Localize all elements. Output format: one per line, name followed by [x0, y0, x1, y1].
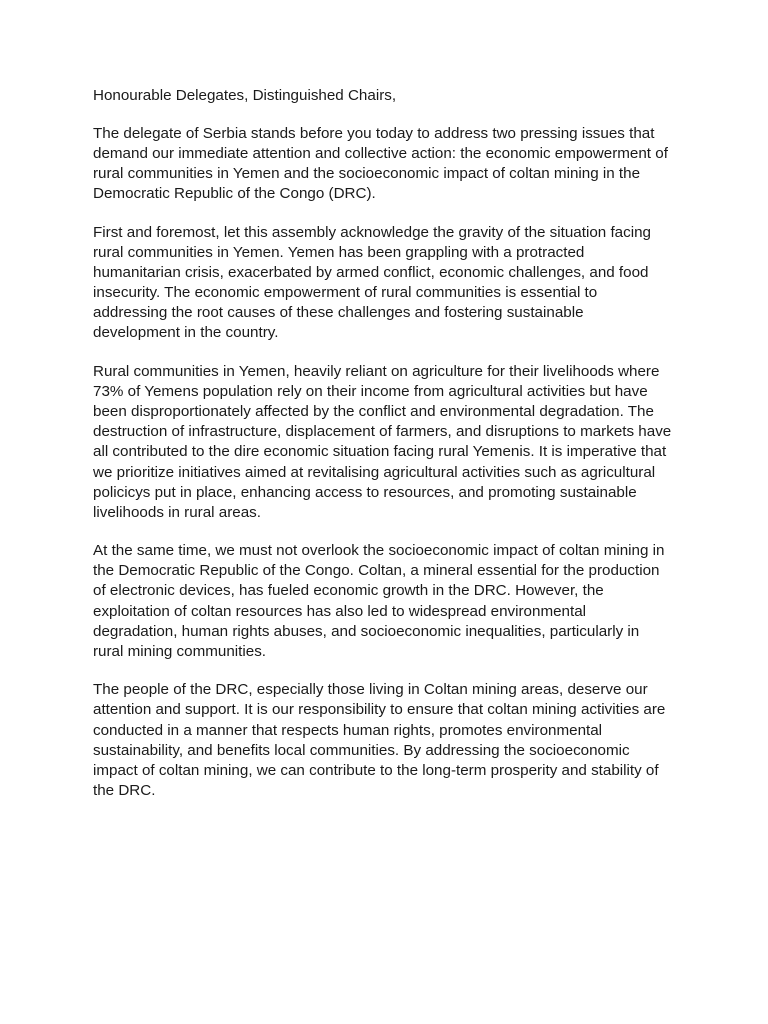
- paragraph-yemen-agriculture: Rural communities in Yemen, heavily reliant on agriculture for their livelihoods where 73% of Yemens population rely on their income from agricultural activities but have been disproportionately affected by the conflict and environmental degradation. The destruction of infrastructure, displacement of farmers, and disruptions to markets have all contributed to the dire economic situation facing rural Yemenis. It is imperative that we prioritize initiatives aimed at revitalising agricultural activities such as agricultural policicys put in place, enhancing access to resources, and promoting sustainable livelihoods in rural areas.: [93, 363, 672, 521]
- paragraph-drc-support: The people of the DRC, especially those living in Coltan mining areas, deserve our attention and support. It is our responsibility to ensure that coltan mining activities are conducted in a manner that respects human rights, promotes environmental sustainability, and benefits local communities. By addressing the socioeconomic impact of coltan mining, we can contribute to the long-term prosperity and stability of the DRC.: [93, 681, 666, 799]
- paragraph-drc-coltan: At the same time, we must not overlook the socioeconomic impact of coltan mining in the Democratic Republic of the Congo. Coltan, a mineral essential for the production of electronic devices, has fueled economic growth in the DRC. However, the exploitation of coltan resources has also led to widespread environmental degradation, human rights abuses, and socioeconomic inequalities, particularly in rural mining communities.: [93, 542, 665, 660]
- document-body: [93, 86, 673, 819]
- paragraph-yemen-situation: First and foremost, let this assembly acknowledge the gravity of the situation facing rural communities in Yemen. Yemen has been grappling with a protracted humanitarian crisis, exacerbated by armed conflict, economic challenges, and food insecurity. The economic empowerment of rural communities is essential to addressing the root causes of these challenges and fostering sustainable development in the country.: [93, 223, 651, 342]
- salutation: Honourable Delegates, Distinguished Chairs,: [93, 87, 397, 104]
- paragraph-intro: The delegate of Serbia stands before you today to address two pressing issues that demand our immediate attention and collective action: the economic empowerment of rural communities in Yemen and the socioeconomic impact of coltan mining in the Democratic Republic of the Congo (DRC).: [93, 125, 668, 203]
